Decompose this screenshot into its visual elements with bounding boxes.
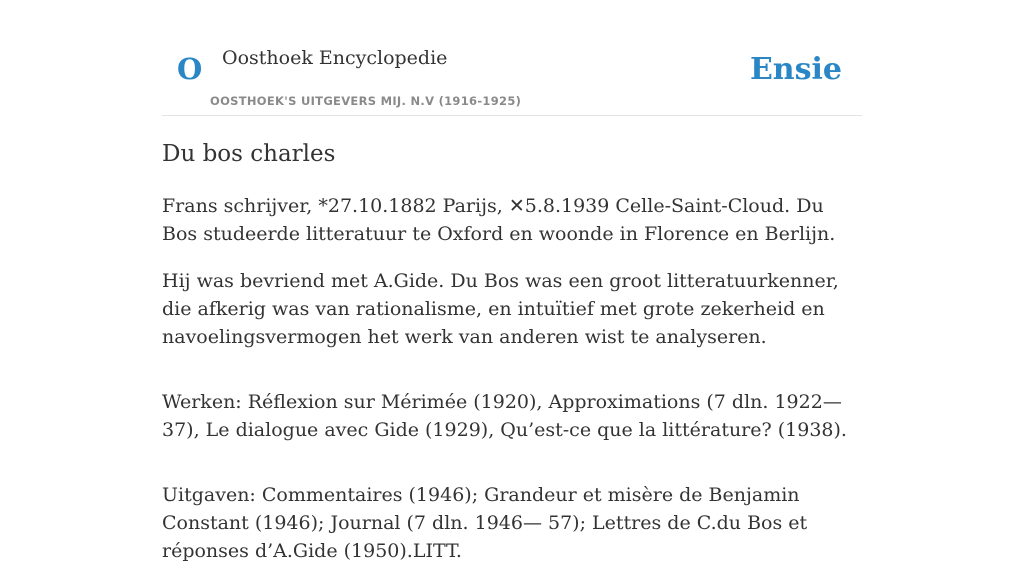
entry-body bbox=[162, 192, 862, 584]
entry-paragraph-works: Werken: Réflexion sur Mérimée (1920), Approximations (7 dln. 1922—37), Le dialogue avec Gide (1929), Qu’est-ce que la littérature? (1938). bbox=[162, 391, 847, 441]
article-page bbox=[162, 0, 862, 562]
entry-paragraph: Hij was bevriend met A.Gide. Du Bos was een groot litteratuurkenner, die afkerig was van rationalisme, en intuïtief met grote zekerheid en navoelingsvermogen het werk van anderen wist te analyseren. bbox=[162, 270, 839, 348]
ensie-logo-link[interactable]: Ensie bbox=[749, 52, 842, 87]
entry-paragraph: Frans schrijver, *27.10.1882 Parijs, ✕5.8.1939 Celle-Saint-Cloud. Du Bos studeerde litteratuur te Oxford en woonde in Florence en Berlijn. bbox=[162, 195, 836, 245]
entry-title: Du bos charles bbox=[162, 141, 336, 167]
source-logo[interactable]: O bbox=[177, 52, 203, 86]
entry-paragraph-editions: Uitgaven: Commentaires (1946); Grandeur et misère de Benjamin Constant (1946); Journal (7 dln. 1946— 57); Lettres de C.du Bos et réponses d’A.Gide (1950).LITT. bbox=[162, 484, 808, 562]
source-publisher: OOSTHOEK'S UITGEVERS MIJ. N.V (1916-1925) bbox=[210, 94, 522, 108]
source-title-link[interactable]: Oosthoek Encyclopedie bbox=[222, 47, 448, 69]
source-header bbox=[162, 0, 862, 116]
